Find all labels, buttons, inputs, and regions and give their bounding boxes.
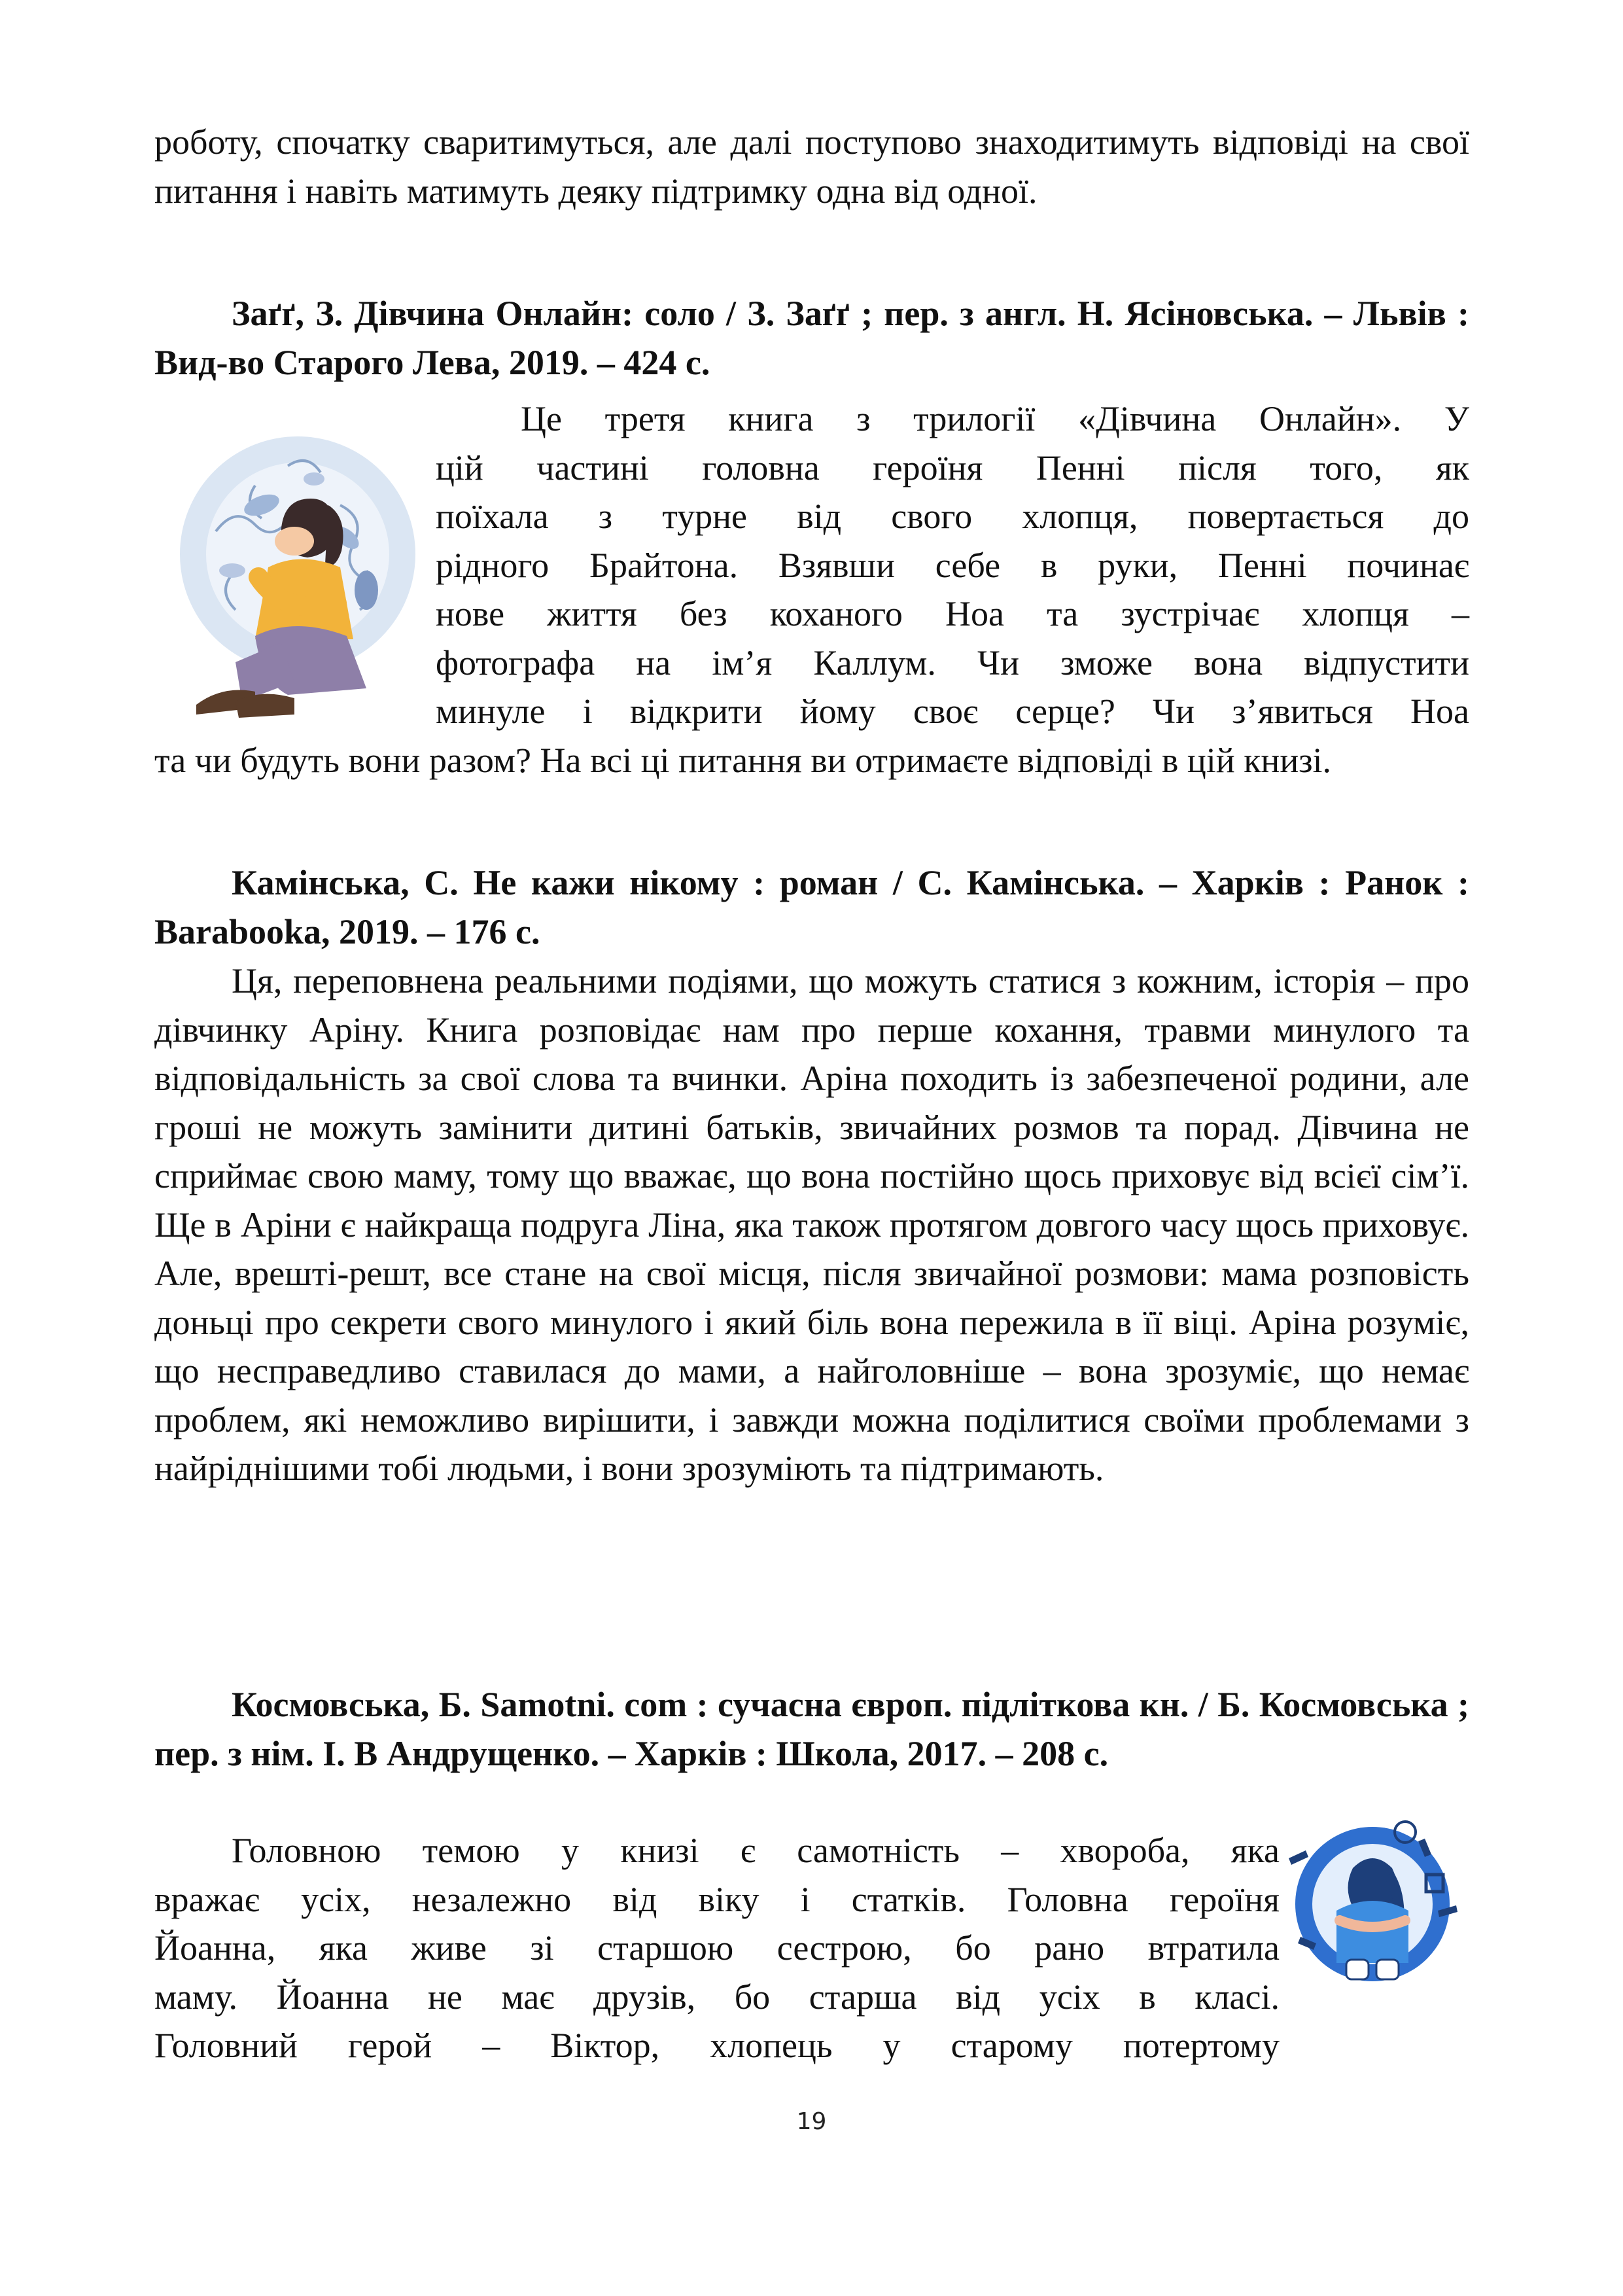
sad-girl-illustration <box>157 427 432 728</box>
annotation-line: Це третя книга з трилогії «Дівчина Онлайн». У <box>521 399 1469 438</box>
entry-heading-zagg: Заґґ, З. Дівчина Онлайн: соло / З. Заґґ ; пер. з англ. Н. Ясіновська. – Львів : Вид-во Старого Лева, 2019. – 424 с. <box>154 294 1469 382</box>
annotation-line: Головний герой – Віктор, хлопець у старому потертому <box>154 2026 1280 2065</box>
annotation-line: фотографа на ім’я Каллум. Чи зможе вона відпустити <box>436 643 1469 682</box>
page-number: 19 <box>796 2108 827 2135</box>
entry-heading-kaminska: Камінська, С. Не кажи нікому : роман / С. Камінська. – Харків : Ранок : Barabooka, 2019. – 176 с. <box>154 863 1469 951</box>
annotation-line: вражає усіх, незалежно від віку і статків. Головна героїня <box>154 1879 1280 1919</box>
annotation-line: маму. Йоанна не має друзів, бо старша від усіх в класі. <box>154 1977 1280 2017</box>
annotation-line: цій частині головна героїня Пенні після того, як <box>436 448 1469 487</box>
entry-zagg-annotation-rest: та чи будуть вони разом? На всі ці питання ви отримаєте відповіді в цій книзі. <box>154 741 1332 780</box>
annotation-line: Йоанна, яка живе зі старшою сестрою, бо рано втратила <box>154 1928 1280 1968</box>
entry-heading-kosmowska: Космовська, Б. Samotni. com : сучасна європ. підліткова кн. / Б. Космовська ; пер. з нім. І. В Андрущенко. – Харків : Школа, 2017. – 208 с. <box>154 1685 1469 1773</box>
entry-zagg-annotation-narrow <box>436 395 1469 736</box>
entry-kaminska-annotation: Ця, переповнена реальними подіями, що можуть статися з кожним, історія – про дівчинку Аріну. Книга розповідає нам про перше кохання, травми минулого та відповідальність за свої слова та вчинки. Аріна походить із забезпеченої родини, але гроші не можуть замінити дитині батьків, звичайних розмов та порад. Дівчина не сприймає свою маму, тому що вважає, що вона постійно щось приховує від всієї сім’ї. Ще в Аріни є найкраща подруга Ліна, яка також протягом довгого часу щось приховує. Але, врешті-решт, все стане на свої місця, після звичайної розмови: мама розповість доньці про секрети свого минулого і який біль вона пережила в її віці. Аріна розуміє, що несправедливо ставилася до мами, а найголовніше – вона зрозуміє, що немає проблем, які неможливо вирішити, і завжди можна поділитися своїми проблемами з найріднішими тобі людьми, і вони зрозуміють та підтримають. <box>154 961 1469 1488</box>
intro-paragraph: роботу, спочатку сваритимуться, але далі поступово знаходитимуть відповіді на свої питання і навіть матимуть деяку підтримку одна від одної. <box>154 122 1469 211</box>
annotation-line: рідного Брайтона. Взявши себе в руки, Пенні починає <box>436 545 1469 585</box>
lonely-girl-illustration <box>1274 1812 1471 1996</box>
entry-kosmowska-annotation-narrow <box>154 1826 1280 2070</box>
annotation-line: минуле і відкрити йому своє серце? Чи з’явиться Ноа <box>436 692 1469 731</box>
annotation-line: Головною темою у книзі є самотність – хвороба, яка <box>232 1831 1280 1870</box>
annotation-line: поїхала з турне від свого хлопця, повертається до <box>436 497 1469 536</box>
annotation-line: нове життя без коханого Ноа та зустрічає хлопця – <box>436 594 1469 633</box>
